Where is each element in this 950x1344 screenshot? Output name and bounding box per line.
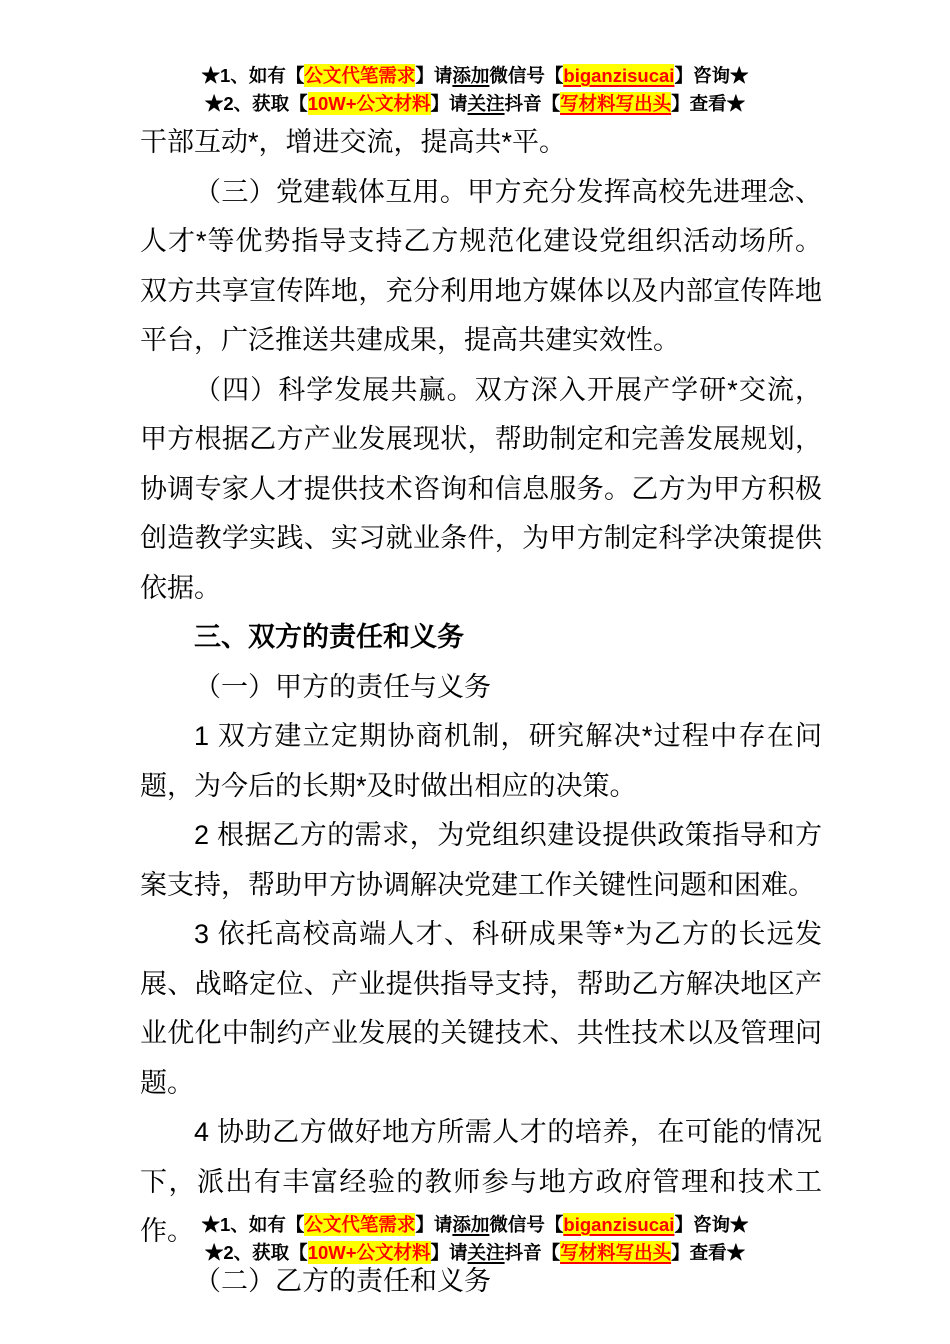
promo-line bbox=[0, 90, 950, 118]
paragraph: 干部互动*，增进交流，提高共*平。 bbox=[140, 127, 567, 157]
paragraph: 1 双方建立定期协商机制，研究解决*过程中存在问题，为今后的长期*及时做出相应的决策。 bbox=[140, 721, 822, 801]
promo-text: ★2、获取【 bbox=[204, 93, 308, 114]
paragraph: 3 依托高校高端人才、科研成果等*为乙方的长远发展、战略定位、产业提供指导支持，帮助乙方解决地区产业优化中制约产业发展的关键技术、共性技术以及管理问题。 bbox=[140, 919, 822, 1098]
highlighted-keyword: biganzisucai bbox=[563, 1214, 675, 1235]
promo-text: 】请 bbox=[415, 65, 453, 86]
paragraph: （四）科学发展共赢。双方深入开展产学研*交流，甲方根据乙方产业发展现状，帮助制定和完善发展规划，协调专家人才提供技术咨询和信息服务。乙方为甲方积极创造教学实践、实习就业条件，为甲方制定科学决策提供依据。 bbox=[140, 374, 822, 603]
underlined-text: 添加 bbox=[452, 65, 490, 86]
highlighted-keyword: 写材料写出头 bbox=[560, 93, 672, 114]
promo-text: 】请 bbox=[430, 1242, 468, 1263]
highlighted-keyword: biganzisucai bbox=[563, 65, 675, 86]
promo-text: 】查看★ bbox=[671, 93, 746, 114]
promo-line bbox=[0, 62, 950, 90]
promo-text: 】查看★ bbox=[671, 1242, 746, 1263]
promo-text: 】请 bbox=[430, 93, 468, 114]
paragraph: （三）党建载体互用。甲方充分发挥高校先进理念、人才*等优势指导支持乙方规范化建设党组织活动场所。双方共享宣传阵地，充分利用地方媒体以及内部宣传阵地平台，广泛推送共建成果，提高共建实效性。 bbox=[140, 176, 822, 355]
underlined-text: 关注 bbox=[467, 93, 505, 114]
promo-text: 】请 bbox=[415, 1214, 453, 1235]
section-heading: 三、双方的责任和义务 bbox=[194, 622, 464, 652]
highlighted-keyword: 写材料写出头 bbox=[560, 1242, 672, 1263]
promo-text: 】咨询★ bbox=[674, 65, 749, 86]
promo-text: ★1、如有【 bbox=[201, 1214, 305, 1235]
paragraph: （一）甲方的责任与义务 bbox=[194, 671, 491, 702]
promo-text: 】咨询★ bbox=[674, 1214, 749, 1235]
promo-text: 微信号【 bbox=[489, 65, 564, 86]
underlined-text: 关注 bbox=[467, 1242, 505, 1263]
highlighted-keyword: 10W+公文材料 bbox=[307, 93, 431, 114]
promo-line bbox=[0, 1211, 950, 1239]
highlighted-keyword: 公文代笔需求 bbox=[304, 1214, 416, 1235]
promo-text: 微信号【 bbox=[489, 1214, 564, 1235]
document-body bbox=[140, 118, 822, 1306]
promo-line bbox=[0, 1239, 950, 1267]
highlighted-keyword: 10W+公文材料 bbox=[307, 1242, 431, 1263]
promo-text: 抖音【 bbox=[504, 93, 561, 114]
header-promo-banner bbox=[0, 62, 950, 118]
paragraph: 4 协助乙方做好地方所需人才的培养，在可能的情况下，派出有丰富经验的教师参与地方政府管理和技术工作。 bbox=[140, 1117, 822, 1246]
paragraph: 2 根据乙方的需求，为党组织建设提供政策指导和方案支持，帮助甲方协调解决党建工作关键性问题和困难。 bbox=[140, 820, 822, 900]
promo-text: 抖音【 bbox=[504, 1242, 561, 1263]
promo-text: ★1、如有【 bbox=[201, 65, 305, 86]
promo-text: ★2、获取【 bbox=[204, 1242, 308, 1263]
underlined-text: 添加 bbox=[452, 1214, 490, 1235]
footer-promo-banner bbox=[0, 1211, 950, 1267]
highlighted-keyword: 公文代笔需求 bbox=[304, 65, 416, 86]
paragraph: （二）乙方的责任和义务 bbox=[194, 1265, 491, 1296]
